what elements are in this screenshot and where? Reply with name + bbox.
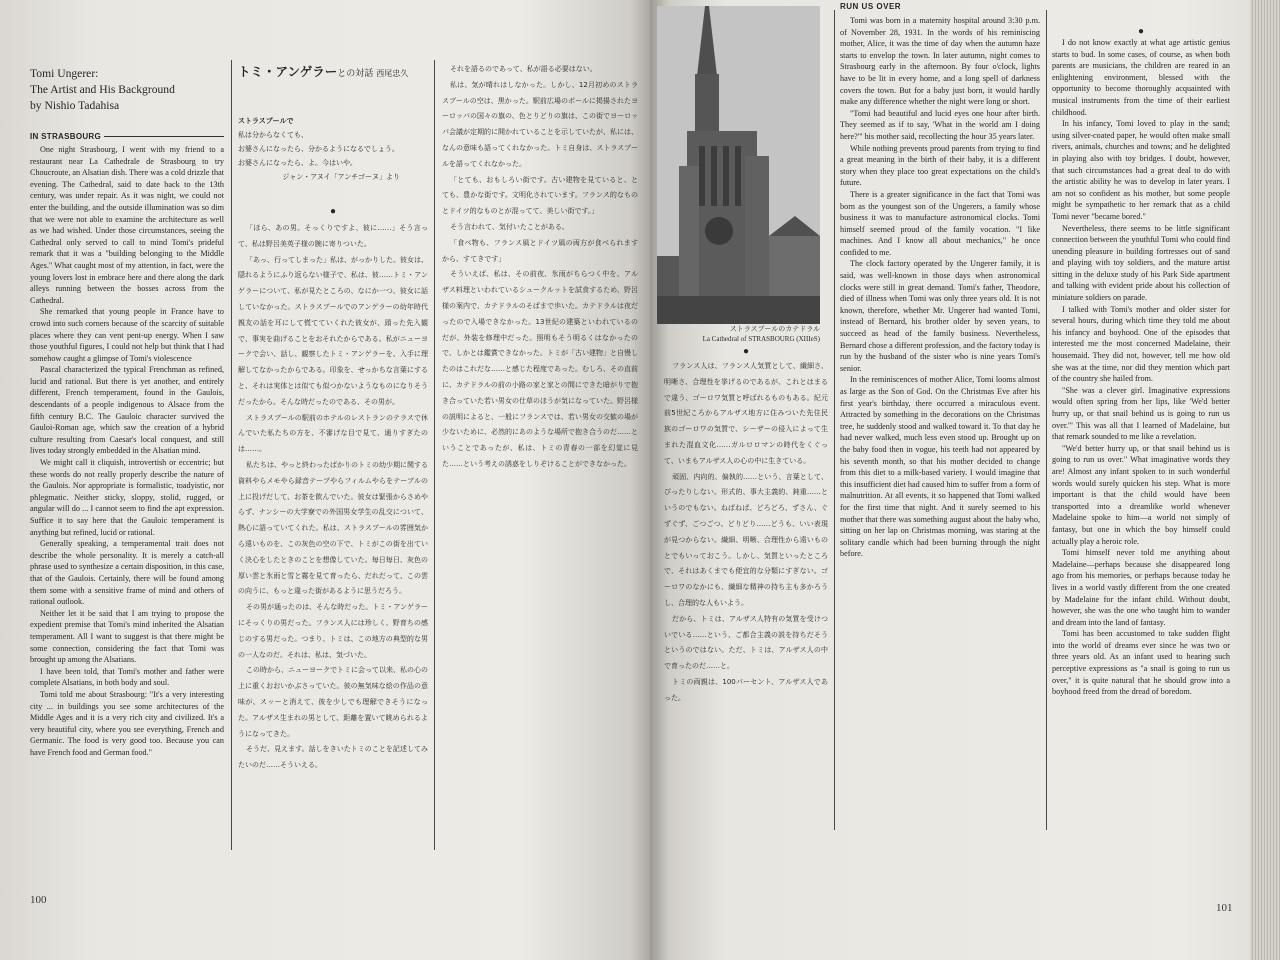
jp-paragraph: ストラスブールの駅前のホテルのレストランのテラスで休んでいた私たちの方を、不審げな目で見て、通りすぎたのは……。 xyxy=(238,413,428,454)
jp-epigraph-head: ストラスブールで xyxy=(238,117,294,125)
paragraph: Pascal characterized the typical Frenchman as refined, lucid and rational. But there is yet another, and entirely different, French temperament, found in the Gaulois, descendants of a people indigenous to Alsace from the fifth century B.C. The Gauloic character survived the Gauloi-Roman age, which saw the creation of a hybrid culture resulting from Caesar's local conquest, and still lives today strongly embedded in the Alsatian mind. xyxy=(30,365,224,456)
jp-body-1 xyxy=(238,221,428,851)
column-rule xyxy=(434,60,435,850)
section-heading xyxy=(30,132,224,141)
paragraph: In the reminiscences of mother Alice, Tomi looms almost as large as the Son of God. On the Christmas Eve after his first year's birthday, there occurred a miraculous event. Attracted by something in the decorations on the Christmas tree, he suddenly stood and walked toward it. To that day he had never walked, much less even stood up. Brought up on the baby food then in vogue, his teeth had not appeared by his seventh month, so that his mother decided to change from this diet to a milk-based variety. I would imagine that this insufficient diet had caused him to suffer from a form of malnutrition. At all events, it so happened that Tomi walked for the first time that night. And it surely seemed to his mother that there was something august about the baby who, sitting on her lap on Christmas morning, was staring at the solitary candle which had been burning through the night before. xyxy=(840,375,1040,559)
jp-epigraph xyxy=(238,114,428,184)
title-line: Tomi Ungerer: xyxy=(30,67,99,80)
english-column-2 xyxy=(840,2,1040,731)
paragraph: "Tomi had beautiful and lucid eyes one hour after birth. They seemed as if to say, 'What in the world am I doing here?'" his mother said, recollecting the hour 35 years later. xyxy=(840,108,1040,141)
section-heading-text: IN STRASBOURG xyxy=(30,132,102,141)
paragraph: She remarked that young people in France have to crowd into such corners because of the scarcity of suitable places where they can vent pent-up energy. When I saw those youthful figures, I could not help but think that I had somehow caught a glimpse of Tomi's violescence xyxy=(30,307,224,363)
paragraph: The clock factory operated by the Ungerer family, it is said, was well-known in those days when astronomical clocks were still in great demand. Tomi's father, Theodore, died of illness when Tomi was only three years old. It is not known, therefore, whether Mr. Ungerer had wanted Tomi, instead of Bernard, his brother older by seven years, to succeed as head of the family business. Nevertheless, Bernard chose a different profession, and the factory today is run by the husband of the sister who is nine years Tomi's senior. xyxy=(840,259,1040,373)
title-line: The Artist and His Background xyxy=(30,83,175,96)
paragraph: We might call it cliquish, introvertish or eccentric; but these words do not really properly describe the nature of the Gaulois. Nor appropriate is formalistic, toadyistic, nor phlegmatic. Neither sticky, sloppy, stolid, rugged, or angular will do ... I cannot seem to find the apt expression. Suffice it to say here that the Gauloic temperament is anything but refined, lucid or rational. xyxy=(30,458,224,537)
jp-title-block xyxy=(238,62,428,80)
section-dot-icon: ● xyxy=(329,206,337,217)
paragraph: While nothing prevents proud parents from trying to find a great meaning in the birth of their baby, it is a different story when they place too great expectations on the child's future. xyxy=(840,143,1040,188)
column-rule xyxy=(1046,10,1047,830)
english-column-3 xyxy=(1052,26,1230,817)
column-rule xyxy=(834,10,835,830)
jp-paragraph: 私たちは、やっと終わったばかりのトミの幼少期に関する資料やらメモやら録音テープやらフィルムやらをテーブルの上に投げだして、お茶を飲んでいた。彼女は緊張からさめやらず、ナンシーの大学寮での外国男女学生の乱交について、熱心に語っていてくれた。私は、ストラスブールの雰囲気から遠いものを、この灰色の空の下で、トミがこの街を出ていく決心をしたときのことを想像していた。毎日毎日、灰色の厚い雲と氷雨と雪と霧を見て育ったら、だれだって、この雲の向うに、もっと違った街があるように思うだろう。 xyxy=(238,460,428,596)
article-title-en xyxy=(30,66,230,114)
jp-author: 西尾忠久 xyxy=(376,69,409,78)
jp-body-2 xyxy=(442,62,638,582)
paragraph: "She was a clever girl. Imaginative expressions would often spring from her lips, like 'We'd better hurry up, or that snail behind us is going to run us over.'" This was all that I learned of Madelaine, but that remark sounded to me like a revelation. xyxy=(1052,385,1230,442)
paragraph: Nevertheless, there seems to be little significant connection between the youthful Tomi who could find unending pleasure in building fortresses out of sand and playing with toy soldiers, and the mature artist sitting in the deluxe study of his Park Side apartment and talking with evident pride about his collection of miniature soldiers on parade. xyxy=(1052,223,1230,303)
section-dot-icon: ● xyxy=(1137,26,1145,37)
paragraph: Generally speaking, a temperamental trait does not describe the whole personality. It is merely a catch-all phrase used to synthesize a certain disposition, in this case, that of the Gaulois. Certainly, there will be found among them some with a sensitive frame of mind and others of rational outlook. xyxy=(30,539,224,607)
page-number-right: 101 xyxy=(1216,902,1233,914)
english-column xyxy=(30,132,224,844)
jp-paragraph: そうだ、見えます。話しをきいたトミのことを記述してみたいのだ……そういえる。 xyxy=(238,745,428,770)
jp-paragraph: この時から、ニューヨークでトミに会って以来、私の心の上に重くおおいかぶさっていた。彼の無気味な絵の作品の意味が、スッーと消えて、彼を少しでも理解できそうになった。アルザス生まれの男として、距離を置いて眺められるようになってきた。 xyxy=(238,666,428,738)
jp-paragraph: 頑固、内向的、偏執的……という、言葉として、ぴったりしない。形式的、事大主義的、鈍重……というのでもない。ねばねば、どろどろ、ずさん、ぐずぐず、ごつごつ、どりどり……どうも、いい表現が見つからない。繊細、明晰、合理性から遠いものとでもいっておこう。しかし、気質といったところで、それはあくまでも便宜的な分類にすぎない。ゴーロワのなかにも、繊細な精神の持ち主も多かろうし、合理的な人もいよう。 xyxy=(664,472,828,607)
photo-caption-jp: ストラスブールのカテドラル xyxy=(729,325,820,333)
jp-epigraph-line: お婆さんになったら、よ。今はいや。 xyxy=(238,159,357,167)
jp-paragraph: 「とても、おもしろい街です。古い建物を見ていると、とても、豊かな街です。文明化されています。フランス的なものとドイツ的なものとが混ってて、美しい街です。」 xyxy=(442,175,638,216)
jp-paragraph: 「ほら、あの男。そっくりですよ、彼に……」そう言って、私は野呂美英子様の腕に寄りついた。 xyxy=(238,224,428,248)
jp-paragraph: 私は、気が晴れはしなかった。しかし、12月初めのストラスブールの空は、黒かった。駅前広場のポールに掲揚されたヨーロッパの国々の旗の、色とりどりの旗は、この街でヨーロッパ会議が定期的に開かれていることを示していたが、私には、なんの意味も語ってくれなかった。トミ自身は、ストラスブールを語ってくれなかった。 xyxy=(442,80,638,168)
jp-paragraph: トミの両親は、100パーセント、アルザス人であった。 xyxy=(664,677,828,702)
jp-epigraph-source: ジャン・アヌイ「アンチゴーヌ」より xyxy=(282,173,400,181)
paragraph: Tomi himself never told me anything about Madelaine—perhaps because she disappeared long ago from his memories, or perhaps because today he lives in a world vastly different from the one created by Madelaine for the infant child. Without doubt, however, she was the one who taught him to wander and dream into the land of fantasy. xyxy=(1052,548,1230,627)
jp-paragraph: だから、トミは、アルザス人特有の気質を受けついでいる……という、ご都合主義の説を持ちだそうというのではない。ただ、トミは、アルザス人の中で育ったのだ……と。 xyxy=(664,614,828,671)
paragraph: In his infancy, Tomi loved to play in the sand; using silver-coated paper, he would often make small rivers, animals, churches and towns; and he delighted in playing also with toy bridges. I doubt, however, that such circumstances had a great deal to do with the artistic ability he was to develop in later years. I am not so confident as his mother, but some people might be sympathetic to her remark that as a child Tomi never "became bored." xyxy=(1052,119,1230,221)
cathedral-photo xyxy=(657,6,820,324)
jp-paragraph: その男が通ったのは、そんな時だった。トミ・アンゲラーにそっくりの男だった。フランス人には珍しく、野育ちの感じのする男だった。つまり、トミは、この地方の典型的な男の一人なのだ。それは、私は、気づいた。 xyxy=(238,603,428,659)
paragraph: One night Strasbourg, I went with my friend to a restaurant near La Cathedrale de Strasbourg to try Choucroute, an Alsatian dish. There was a cold drizzle that evening. The Cathedral, said to date back to the 13th century, was under repair. As it was night, we could not enter the building, and the outside illumination was so dim that we were not able to examine the architecture as well as we had wished. Under those circumstances, seeing the Cathedral only served to call to mind Tomi's prideful remark that it was a "building belonging to the Middle Ages." What caught most of my attention, in fact, were the young lovers lost in embrace here and there along the dark alleys running between the bosses across from the Cathedral. xyxy=(30,145,224,305)
photo-caption-en: La Cathedral of STRASBOURG (XIIIeS) xyxy=(702,335,820,343)
japanese-column-1 xyxy=(238,62,428,851)
jp-paragraph: それを語るのであって、私が語る必要はない。 xyxy=(450,65,597,73)
cathedral-illustration xyxy=(657,6,820,324)
jp-paragraph: 「あっ、行ってしまった」私は、がっかりした。彼女は、隠れるようにふり返らない様子で、私は、彼……トミ・アンゲラーについて、私が見たところの、なにか一つ、彼女に話していなかった。ストラスブールでのアンゲラーの幼年時代親友の話を耳にして慌てていくれた彼女が、頭った先入観で、事実を曲げることをおそれたからである。私がニューヨークで会い、話し、観察したトミ・アンゲラーを、入手に理解してなかったからである。印象を、せっかちな言葉にすると、それは実体とは似ても似つかないようなものになりそうだったから。そんな時だったのである、その男が。 xyxy=(238,255,428,406)
jp-paragraph: そう言われて、気付いたことがある。 xyxy=(450,222,569,231)
paragraph: Tomi has been accustomed to take sudden flight into the world of dreams ever since he was two or three years old. As an infant used to hearing such perceptive expressions as "a snail is going to run us over," it is quite natural that he should grow into a boyhood freed from the dread of boredom. xyxy=(1052,629,1230,697)
english-body xyxy=(30,144,224,844)
paragraph: Neither let it be said that I am trying to propose the expedient premise that Tomi's mind inherited the Alsatian temperament. All I want to suggest is that there might be some connection, considering the fact that Tomi was brought up among the Alsatians. xyxy=(30,608,224,665)
english-body-2 xyxy=(840,15,1040,731)
japanese-column-2 xyxy=(442,62,638,582)
jp-paragraph: 「食べ物も、フランス風とドイツ風の両方が食べられますから、すてきです」 xyxy=(442,238,638,263)
section-dot-icon: ● xyxy=(742,346,750,357)
paragraph: I have been told, that Tomi's mother and father were complete Alsatians, in both body and soul. xyxy=(30,666,224,688)
paragraph: I do not know exactly at what age artistic genius starts to bud. In some cases, of course, as when both parents are musicians, the children are reared in an enlightening environment, blessed with the opportunity to become thoroughly acquainted with musical instruments from the time of their earliest childhood. xyxy=(1052,38,1230,117)
page-edges xyxy=(1250,0,1280,960)
title-line: by Nishio Tadahisa xyxy=(30,99,120,112)
page-number-left: 100 xyxy=(30,894,47,906)
jp-body-3 xyxy=(664,359,828,827)
english-body-3 xyxy=(1052,37,1230,817)
jp-epigraph-line: お婆さんになったら、分かるようになるでしょう。 xyxy=(238,145,399,153)
photo-caption xyxy=(660,324,820,344)
japanese-column-3 xyxy=(664,346,828,827)
column-rule xyxy=(231,60,232,850)
section-heading: RUN US OVER xyxy=(840,2,902,11)
jp-paragraph: フランス人は、フランス人気質として、繊細さ、明晰さ、合理性を挙げるのであるが、これとはまるで違う、ゴーロワ気質と呼ばれるものもある。紀元前5世紀ころからアルザス地方に住みついた先住民族のゴーロワの気質で、シーザーの侵入によって生まれた混血文化……ガルロロマンの時代をくぐって、いまもアルザス人の心の中に生きている。 xyxy=(664,362,828,465)
jp-title: トミ・アンゲラーとの対話 xyxy=(238,64,374,79)
paragraph: Tomi was born in a maternity hospital around 3:30 p.m. of November 28, 1931. In the words of his reminiscing mother, Alice, it was the time of day when the autumn haze starts to envelop the town. In later autumn, night comes to Strasbourg early in the afternoon. By four o'clock, lights have to be lit in every home, and a long spell of darkness covers the town. But for a baby just born, it would hardly make any difference whether the night were long or short. xyxy=(840,16,1040,107)
jp-paragraph: そういえば、私は、その前夜、氷雨がちらつく中を、アルザス料理といわれているシュークルットを試食するため、野呂様の案内で、カテドラルのそばまで歩いた。カテドラルは夜だったので入場できなかった。13世紀の建築といわれているのだが、外装を修理中だった。照明もそう明るくはなかったので、しかとは鑑賞できなかった。トミが「古い建物」と自慢したのはこれだな……と感じた程度であった。むしろ、その直前に、カテドラルの前の小路の家と家との間にできた暗がりで抱き合っていた若い男女の仕草のほうが気になっていた。野呂様の説明によると、一般にフランスでは、若い男女の交歓の場が少ないために、必然的にあのような場所で抱き合うのだ……ということであったが、私は、トミの青春の一部を幻覚に見た……という考えの誘惑をしりぞけることができなかった。 xyxy=(442,270,638,468)
paragraph: Tomi told me about Strasbourg: "It's a very interesting city ... in buildings you see some architectures of the Middle Ages and it is a very rich city and civilized. It's a very beautiful city, where you see everything, French and Germanic. The food is very good too. Because you can have French food and German food." xyxy=(30,689,224,757)
paragraph: I talked with Tomi's mother and older sister for several hours, during which time they told me about his infancy and boyhood. One of the episodes that interested me the most concerned Madelaine, their housemaid. They did not, however, tell me how old she was at the time, nor did they mention which part of the country she hailed from. xyxy=(1052,304,1230,384)
paragraph: There is a greater significance in the fact that Tomi was born as the youngest son of the Ungerers, a family whose business it was to manufacture astronomical clocks. Tomi himself seemed proud of the family vocation. "I like machines. And I know all about mechanics," he once confided to me. xyxy=(840,189,1040,257)
jp-epigraph-line: 私は分からなくても、 xyxy=(238,131,308,139)
paragraph: "We'd better hurry up, or that snail behind us is going to run us over." What imaginative words they are! Almost any infant spoken to in such wonderful words would surely quicken his step. What is more important is that the child would have been transported into a dreamlike world whenever Madelaine spoke to him—a world not simply of fantasy, but one in which the boy himself could actually play a heroic role. xyxy=(1052,443,1230,546)
